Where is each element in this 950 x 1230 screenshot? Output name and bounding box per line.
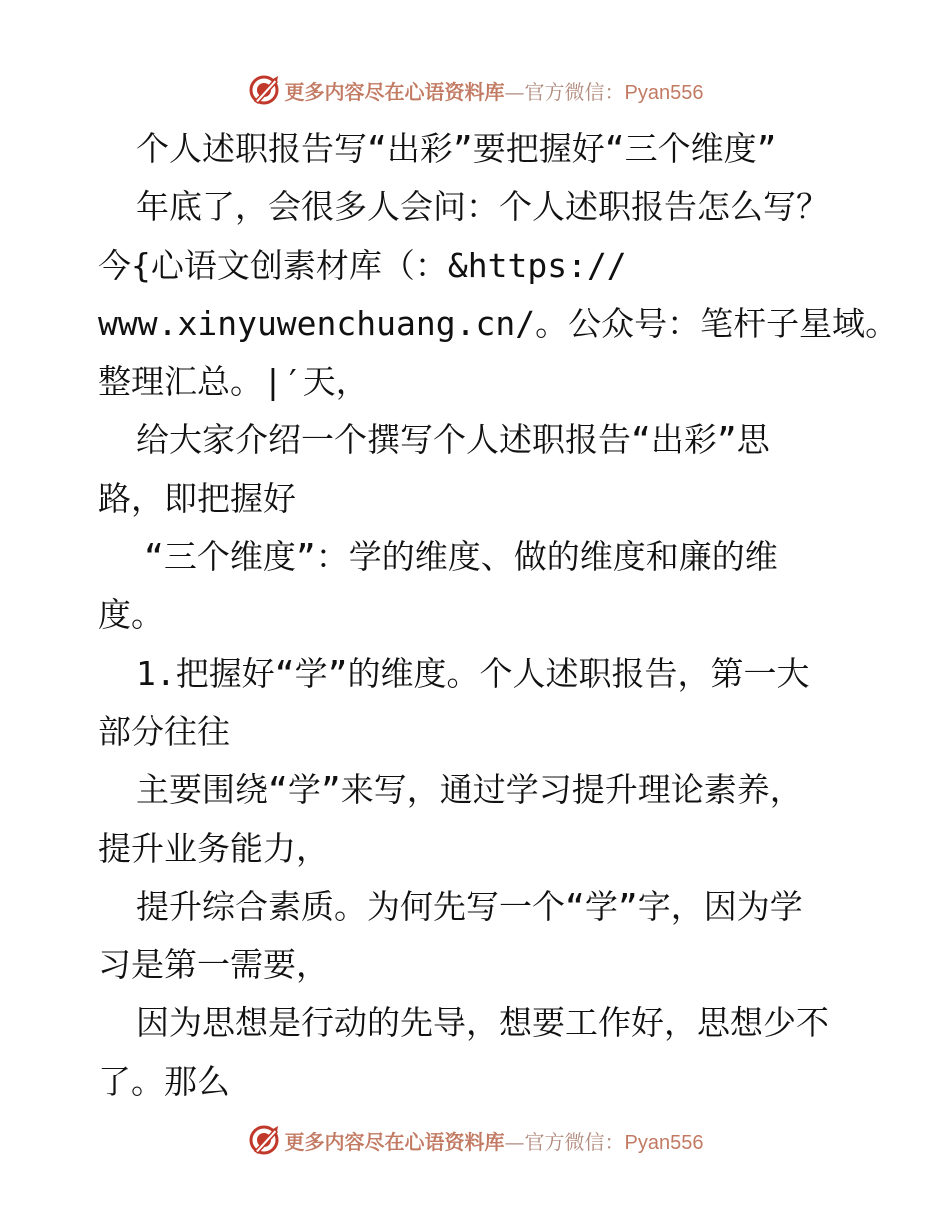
- paragraph-line: 1.把握好“学”的维度。个人述职报告，第一大: [136, 653, 810, 693]
- footer-wechat-label: 官方微信：: [524, 1129, 625, 1154]
- header-wechat-id: Pyan556: [624, 81, 704, 104]
- paragraph-line: 提升综合素质。为何先写一个“学”字，因为学: [136, 886, 803, 926]
- paragraph-line: 整理汇总。|′天，: [98, 362, 369, 402]
- paragraph-line: 路，即把握好: [98, 478, 296, 518]
- quill-logo-icon: [247, 73, 281, 107]
- paragraph-line: 主要围绕“学”来写，通过学习提升理论素养，: [136, 770, 803, 810]
- footer-separator: —: [504, 1129, 525, 1154]
- header-site-text: 更多内容尽在心语资料库: [284, 79, 505, 104]
- footer-site-text: 更多内容尽在心语资料库: [284, 1129, 505, 1154]
- footer-wechat-id: Pyan556: [624, 1131, 704, 1154]
- header-wechat-label: 官方微信：: [524, 79, 625, 104]
- paragraph-line: 习是第一需要，: [98, 945, 329, 985]
- paragraph-line: 提升业务能力，: [98, 828, 329, 868]
- doc-title: 个人述职报告写“出彩”要把握好“三个维度”: [136, 129, 777, 168]
- paragraph-line: 了。那么: [98, 1061, 230, 1101]
- quill-logo-icon: [247, 1123, 281, 1157]
- paragraph-line: 给大家介绍一个撰写个人述职报告“出彩”思: [136, 420, 770, 460]
- footer-banner: [0, 1120, 950, 1160]
- header-separator: —: [504, 79, 525, 104]
- paragraph-line: 度。: [98, 595, 164, 635]
- document-body: [98, 120, 899, 1111]
- paragraph-line: 年底了，会很多人会问：个人述职报告怎么写？: [136, 187, 829, 227]
- paragraph-line: 因为思想是行动的先导，想要工作好，思想少不: [136, 1003, 829, 1043]
- header-banner: [0, 70, 950, 110]
- paragraph-line: 部分往往: [98, 711, 230, 751]
- paragraph-line: www.xinyuwenchuang.cn/。公众号：笔杆子星域。: [98, 303, 899, 343]
- paragraph-line: 今{心语文创素材库（：&https://: [98, 245, 627, 285]
- paragraph-line: “三个维度”：学的维度、做的维度和廉的维: [144, 537, 778, 577]
